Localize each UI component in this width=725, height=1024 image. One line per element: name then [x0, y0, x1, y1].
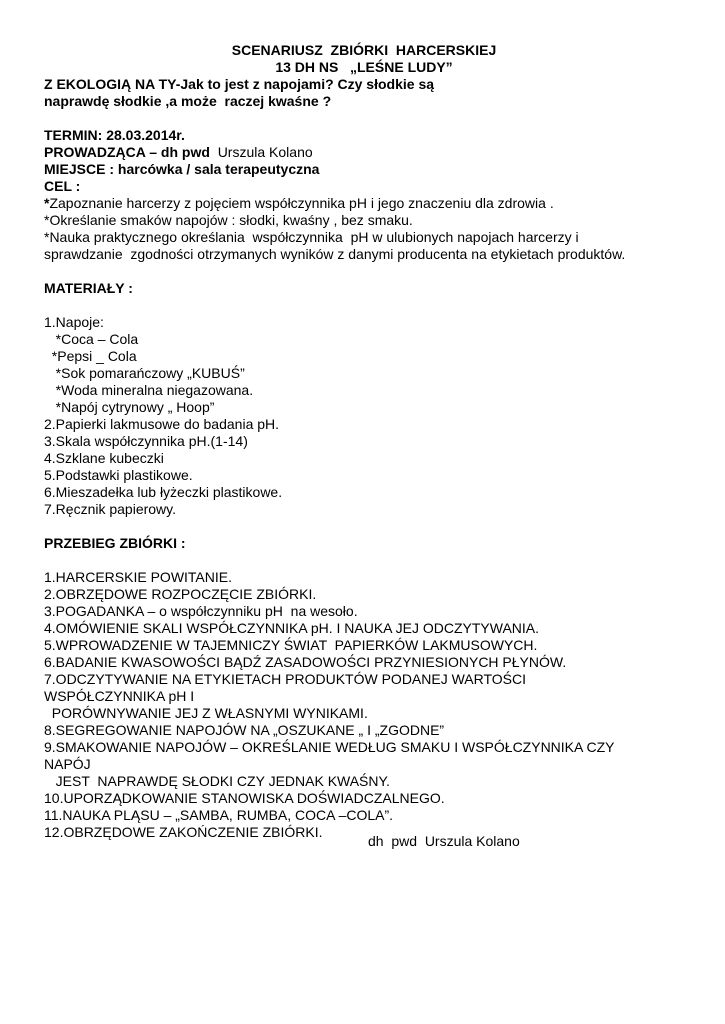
cel-item-text: Zapoznanie harcerzy z pojęciem współczynnika pH i jego znaczeniu dla zdrowia . — [49, 195, 554, 211]
przebieg-heading: PRZEBIEG ZBIÓRKI : — [44, 535, 186, 551]
topic-line-2: naprawdę słodkie ,a może raczej kwaśne ? — [44, 93, 332, 109]
prowadzaca-value: Urszula Kolano — [209, 144, 313, 160]
document-page — [44, 42, 684, 841]
signature: dh pwd Urszula Kolano — [368, 833, 520, 849]
materialy-item: 2.Papierki lakmusowe do badania pH. — [44, 416, 280, 432]
przebieg-item: 6.BADANIE KWASOWOŚCI BĄDŹ ZASADOWOŚCI PRZYNIESIONYCH PŁYNÓW. — [44, 654, 567, 670]
cel-item-text: sprawdzanie zgodności otrzymanych wyników z danymi producenta na etykietach produktów. — [44, 246, 626, 262]
materialy-item: *Coca – Cola — [44, 331, 139, 347]
przebieg-item: 8.SEGREGOWANIE NAPOJÓW NA „OSZUKANE „ I „ZGODNE” — [44, 722, 445, 738]
przebieg-item: JEST NAPRAWDĘ SŁODKI CZY JEDNAK KWAŚNY. — [44, 773, 390, 789]
materialy-item: *Napój cytrynowy „ Hoop” — [44, 399, 215, 415]
materialy-heading: MATERIAŁY : — [44, 280, 133, 296]
przebieg-item: 9.SMAKOWANIE NAPOJÓW – OKREŚLANIE WEDŁUG SMAKU I WSPÓŁCZYNNIKA CZY — [44, 739, 615, 755]
przebieg-item: 12.OBRZĘDOWE ZAKOŃCZENIE ZBIÓRKI. — [44, 824, 323, 840]
przebieg-item: 1.HARCERSKIE POWITANIE. — [44, 569, 232, 585]
przebieg-item: NAPÓJ — [44, 756, 91, 772]
cel-item — [44, 212, 684, 229]
materialy-item: 1.Napoje: — [44, 314, 104, 330]
materialy-list — [44, 314, 684, 518]
topic-line-1: Z EKOLOGIĄ NA TY-Jak to jest z napojami? Czy słodkie są — [44, 76, 435, 92]
cel-item — [44, 195, 684, 212]
cel-item-text: *Określanie smaków napojów : słodki, kwaśny , bez smaku. — [44, 212, 413, 228]
prowadzaca-line — [44, 144, 684, 161]
miejsce-line: MIEJSCE : harcówka / sala terapeutyczna — [44, 161, 320, 177]
przebieg-item: 7.ODCZYTYWANIE NA ETYKIETACH PRODUKTÓW PODANEJ WARTOŚCI — [44, 671, 527, 687]
przebieg-item: 2.OBRZĘDOWE ROZPOCZĘCIE ZBIÓRKI. — [44, 586, 317, 602]
materialy-item: 7.Ręcznik papierowy. — [44, 501, 177, 517]
przebieg-item: 4.OMÓWIENIE SKALI WSPÓŁCZYNNIKA pH. I NAUKA JEJ ODCZYTYWANIA. — [44, 620, 540, 636]
cel-item — [44, 246, 684, 263]
materialy-item: *Pepsi _ Cola — [44, 348, 137, 364]
document-title-line-1: SCENARIUSZ ZBIÓRKI HARCERSKIEJ — [231, 42, 497, 58]
przebieg-item: 11.NAUKA PLĄSU – „SAMBA, RUMBA, COCA –COLA”. — [44, 807, 394, 823]
materialy-item: 6.Mieszadełka lub łyżeczki plastikowe. — [44, 484, 283, 500]
materialy-item: 4.Szklane kubeczki — [44, 450, 164, 466]
document-title-line-2: 13 DH NS „LEŚNE LUDY” — [275, 59, 453, 75]
materialy-item: 5.Podstawki plastikowe. — [44, 467, 193, 483]
cel-heading: CEL : — [44, 178, 81, 194]
przebieg-item: PORÓWNYWANIE JEJ Z WŁASNYMI WYNIKAMI. — [44, 705, 368, 721]
cel-item-text: *Nauka praktycznego określania współczynnika pH w ulubionych napojach harcerzy i — [44, 229, 579, 245]
cel-item — [44, 229, 684, 246]
przebieg-item: 5.WPROWADZENIE W TAJEMNICZY ŚWIAT PAPIERKÓW LAKMUSOWYCH. — [44, 637, 538, 653]
przebieg-item: 10.UPORZĄDKOWANIE STANOWISKA DOŚWIADCZALNEGO. — [44, 790, 445, 806]
termin-line: TERMIN: 28.03.2014r. — [44, 127, 185, 143]
cel-item-star: * — [44, 195, 50, 211]
przebieg-item: 3.POGADANKA – o współczynniku pH na wesoło. — [44, 603, 358, 619]
materialy-item: 3.Skala współczynnika pH.(1-14) — [44, 433, 248, 449]
przebieg-item: WSPÓŁCZYNNIKA pH I — [44, 688, 195, 704]
prowadzaca-label: PROWADZĄCA – dh pwd — [44, 144, 210, 160]
przebieg-list — [44, 569, 684, 841]
materialy-item: *Sok pomarańczowy „KUBUŚ” — [44, 365, 245, 381]
materialy-item: *Woda mineralna niegazowana. — [44, 382, 254, 398]
